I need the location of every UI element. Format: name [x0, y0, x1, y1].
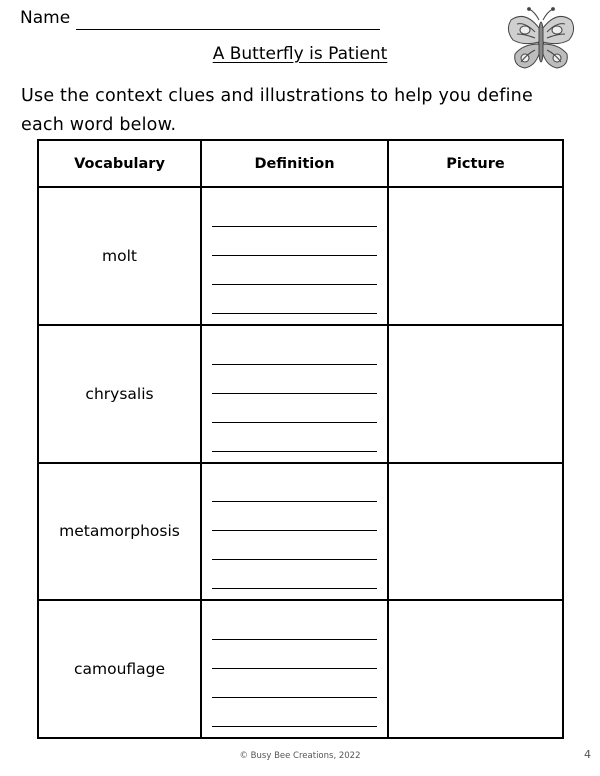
table-header-row: [38, 140, 563, 187]
definition-line[interactable]: [212, 423, 377, 452]
definition-line[interactable]: [212, 473, 377, 502]
definition-line[interactable]: [212, 394, 377, 423]
definition-line[interactable]: [212, 285, 377, 314]
column-header-vocabulary: Vocabulary: [38, 140, 201, 187]
definition-line[interactable]: [212, 560, 377, 589]
picture-cell[interactable]: [388, 325, 563, 463]
name-input-line[interactable]: [76, 29, 380, 30]
vocabulary-word: camouflage: [38, 600, 201, 738]
definition-line[interactable]: [212, 365, 377, 394]
column-header-definition: Definition: [201, 140, 388, 187]
column-header-picture: Picture: [388, 140, 563, 187]
copyright-footer: © Busy Bee Creations, 2022: [239, 751, 361, 761]
table-row: [38, 463, 563, 601]
picture-cell[interactable]: [388, 187, 563, 325]
definition-line[interactable]: [212, 198, 377, 227]
picture-cell[interactable]: [388, 600, 563, 738]
vocabulary-word: metamorphosis: [38, 463, 201, 601]
vocabulary-word: molt: [38, 187, 201, 325]
definition-line[interactable]: [212, 256, 377, 285]
definition-line[interactable]: [212, 502, 377, 531]
definition-cell[interactable]: [201, 600, 388, 738]
table-row: [38, 187, 563, 325]
vocabulary-word: chrysalis: [38, 325, 201, 463]
name-label: Name: [20, 8, 71, 28]
picture-cell[interactable]: [388, 463, 563, 601]
definition-cell[interactable]: [201, 325, 388, 463]
table-row: [38, 600, 563, 738]
worksheet-title: A Butterfly is Patient: [212, 44, 388, 64]
definition-cell[interactable]: [201, 463, 388, 601]
butterfly-icon: [505, 6, 577, 74]
instructions-text: Use the context clues and illustrations to help you define each word below.: [21, 86, 533, 135]
definition-line[interactable]: [212, 531, 377, 560]
definition-line[interactable]: [212, 227, 377, 256]
vocabulary-table: [37, 139, 564, 739]
definition-line[interactable]: [212, 640, 377, 669]
definition-line[interactable]: [212, 669, 377, 698]
definition-cell[interactable]: [201, 187, 388, 325]
definition-line[interactable]: [212, 611, 377, 640]
definition-line[interactable]: [212, 336, 377, 365]
definition-line[interactable]: [212, 698, 377, 727]
table-row: [38, 325, 563, 463]
page-number: 4: [584, 748, 591, 761]
